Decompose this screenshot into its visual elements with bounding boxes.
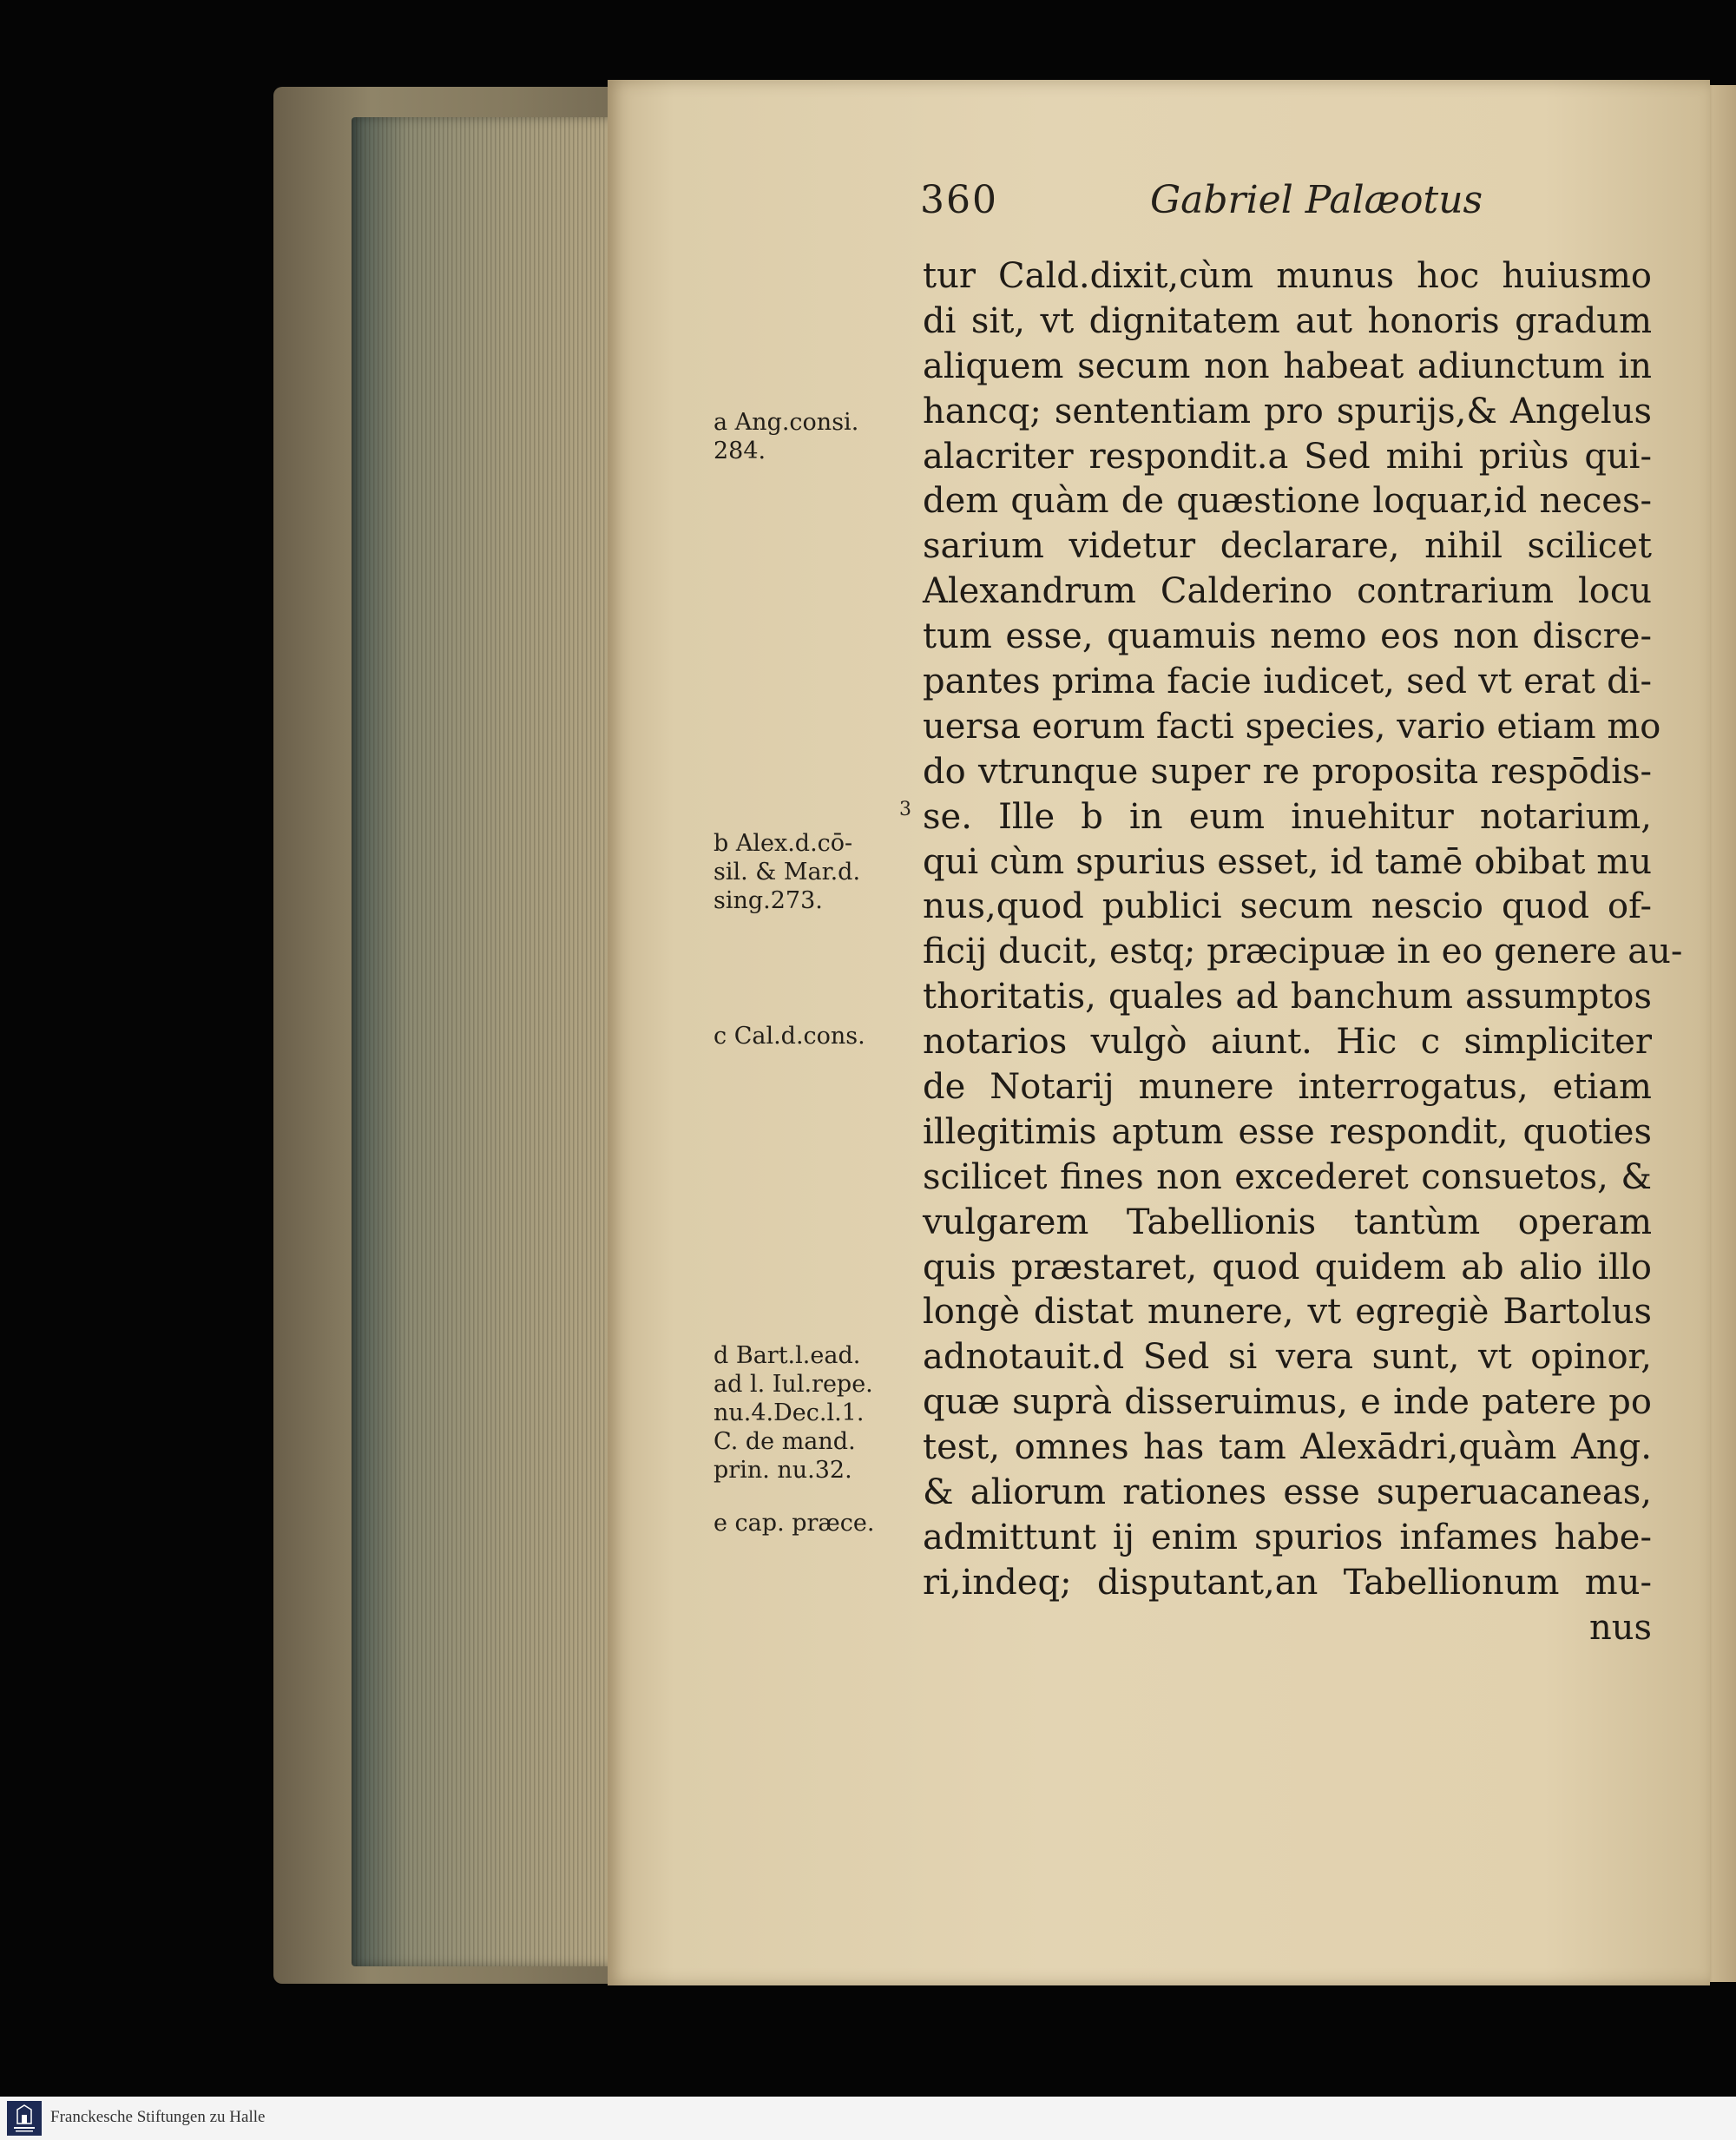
text-line: qui cùm spurius esset, id tamē obibat mu: [923, 841, 1652, 882]
page-number: 360: [920, 178, 998, 222]
marginal-note-line: sil. & Mar.d.: [713, 859, 861, 886]
text-line: ri,indeq; disputant,an Tabellionum mu-: [923, 1562, 1652, 1603]
text-line: se. Ille b in eum inuehitur notarium,: [923, 796, 1652, 837]
marginal-note-e: [713, 1509, 909, 1538]
marginal-note-line: ad l. Iul.repe.: [713, 1371, 873, 1398]
marginal-note-line: prin. nu.32.: [713, 1457, 852, 1484]
main-text-block: [923, 254, 1683, 1651]
text-line: quæ suprà disseruimus, e inde patere po: [923, 1382, 1652, 1423]
signature-mark: 3: [899, 799, 911, 820]
text-line: ficij ducit, estq; præcipuæ in eo genere au-: [923, 932, 1683, 972]
text-line: nus,quod publici secum nescio quod of-: [923, 886, 1652, 927]
text-line: alacriter respondit.a Sed mihi priùs qui-: [923, 436, 1652, 477]
running-head: [920, 178, 1483, 230]
text-line: tur Cald.dixit,cùm munus hoc huiusmo: [923, 256, 1652, 296]
text-line: illegitimis aptum esse respondit, quoties: [923, 1111, 1652, 1152]
footer-bar: [0, 2097, 1736, 2140]
text-line: tum esse, quamuis nemo eos non discre-: [923, 616, 1652, 657]
marginal-note-line: a Ang.consi.: [713, 409, 859, 436]
text-line: & aliorum rationes esse superuacaneas,: [923, 1472, 1652, 1513]
marginal-note-line: nu.4.Dec.l.1.: [713, 1399, 865, 1426]
text-line: admittunt ij enim spurios infames habe-: [923, 1517, 1652, 1557]
text-line: dem quàm de quæstione loquar,id neces-: [923, 481, 1652, 522]
marginal-note-line: sing.273.: [713, 887, 823, 914]
text-line: thoritatis, quales ad banchum assumptos: [923, 977, 1652, 1017]
text-line: adnotauit.d Sed si vera sunt, vt opinor,: [923, 1337, 1652, 1378]
marginal-note-a: [713, 408, 909, 465]
text-line: di sit, vt dignitatem aut honoris gradum: [923, 300, 1652, 341]
marginal-note-b: [713, 829, 909, 915]
text-line: test, omnes has tam Alexādri,quàm Ang.: [923, 1427, 1652, 1468]
page-fore-edge: [352, 117, 629, 1966]
text-line: aliquem secum non habeat adiunctum in: [923, 346, 1652, 386]
marginal-note-line: C. de mand.: [713, 1428, 856, 1455]
footer-institution-label: Franckesche Stiftungen zu Halle: [50, 2108, 266, 2126]
text-line: pantes prima facie iudicet, sed vt erat di-: [923, 662, 1652, 702]
catchword: nus: [1588, 1607, 1652, 1648]
marginal-note-line: b Alex.d.cō-: [713, 830, 853, 857]
text-line: vulgarem Tabellionis tantùm operam: [923, 1202, 1652, 1242]
marginal-note-line: e cap. præce.: [713, 1510, 875, 1537]
text-line: do vtrunque super re proposita respōdis-: [923, 751, 1652, 792]
text-line: hancq; sententiam pro spurijs,& Angelus: [923, 391, 1652, 431]
text-line: de Notarij munere interrogatus, etiam: [923, 1067, 1652, 1108]
text-line: notarios vulgò aiunt. Hic c simpliciter: [923, 1022, 1652, 1063]
text-line: uersa eorum facti species, vario etiam mo: [923, 706, 1661, 747]
text-line: sarium videtur declarare, nihil scilicet: [923, 526, 1652, 567]
text-line: quis præstaret, quod quidem ab alio illo: [923, 1247, 1652, 1287]
marginal-note-line: 284.: [713, 438, 766, 464]
marginal-note-c: [713, 1022, 909, 1050]
text-line: scilicet fines non excederet consuetos, &: [923, 1156, 1652, 1197]
text-line: Alexandrum Calderino contrarium locu: [923, 571, 1652, 612]
marginal-note-line: d Bart.l.ead.: [713, 1342, 861, 1369]
text-line: longè distat munere, vt egregiè Bartolus: [923, 1292, 1652, 1333]
marginal-note-d: [713, 1341, 909, 1485]
marginal-note-line: c Cal.d.cons.: [713, 1023, 865, 1050]
running-title: Gabriel Palæotus: [1150, 178, 1483, 222]
franckesche-logo-icon[interactable]: [7, 2101, 42, 2136]
